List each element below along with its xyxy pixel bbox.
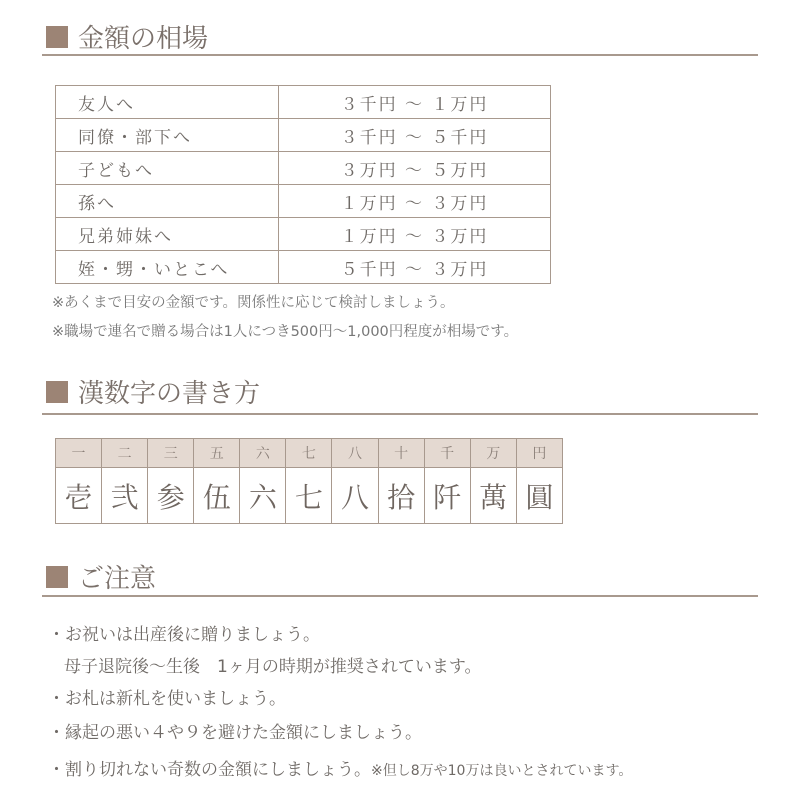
table-row [56,86,551,119]
formal-kanji: 弐 [102,468,148,524]
square-bullet-icon [46,381,68,403]
heading-text: 漢数字の書き方 [78,379,261,409]
normal-kanji: 六 [240,439,286,468]
table-row [56,218,551,251]
table-row [56,152,551,185]
section-heading-amount [46,18,208,55]
recipient: 孫へ [56,185,279,218]
formal-kanji: 壱 [56,468,102,524]
divider [42,413,758,415]
formal-kanji: 圓 [516,468,562,524]
amount-range: １万円 ～ ３万円 [279,185,551,218]
caution-extra: ※但し8万や10万は良いとされています。 [371,763,633,779]
caution-text: ・割り切れない奇数の金額にしましょう。 [48,760,371,780]
table-row [56,185,551,218]
caution-item: ・縁起の悪い４や９を避けた金額にしましょう。 [48,723,422,743]
amount-range: ５千円 ～ ３万円 [279,251,551,284]
normal-kanji: 万 [470,439,516,468]
table-row [56,251,551,284]
formal-kanji: 七 [286,468,332,524]
recipient: 友人へ [56,86,279,119]
note: ※あくまで目安の金額です。関係性に応じて検討しましょう。 [52,295,455,311]
kanji-table [55,438,563,524]
normal-kanji: 五 [194,439,240,468]
recipient: 同僚・部下へ [56,119,279,152]
amount-range: ３千円 ～ ５千円 [279,119,551,152]
normal-kanji: 十 [378,439,424,468]
caution-item: ・お札は新札を使いましょう。 [48,689,286,709]
square-bullet-icon [46,566,68,588]
normal-kanji: 三 [148,439,194,468]
caution-item: 母子退院後～生後 1ヶ月の時期が推奨されています。 [64,657,482,677]
normal-kanji: 千 [424,439,470,468]
square-bullet-icon [46,26,68,48]
recipient: 兄弟姉妹へ [56,218,279,251]
divider [42,595,758,597]
formal-kanji: 拾 [378,468,424,524]
amount-range: １万円 ～ ３万円 [279,218,551,251]
formal-kanji: 阡 [424,468,470,524]
formal-kanji: 萬 [470,468,516,524]
section-heading-caution [46,558,156,595]
formal-kanji: 八 [332,468,378,524]
table-row [56,119,551,152]
amount-table [55,85,551,284]
amount-range: ３千円 ～ １万円 [279,86,551,119]
normal-kanji: 円 [516,439,562,468]
normal-kanji: 一 [56,439,102,468]
section-heading-kanji [46,373,260,410]
recipient: 子どもへ [56,152,279,185]
divider [42,54,758,56]
normal-kanji: 二 [102,439,148,468]
note: ※職場で連名で贈る場合は1人につき500円～1,000円程度が相場です。 [52,324,519,340]
formal-kanji: 六 [240,468,286,524]
caution-item: ・お祝いは出産後に贈りましょう。 [48,625,320,645]
formal-kanji: 伍 [194,468,240,524]
formal-kanji: 参 [148,468,194,524]
recipient: 姪・甥・いとこへ [56,251,279,284]
normal-kanji: 七 [286,439,332,468]
caution-item [48,755,632,780]
normal-kanji: 八 [332,439,378,468]
heading-text: ご注意 [78,564,157,594]
amount-range: ３万円 ～ ５万円 [279,152,551,185]
heading-text: 金額の相場 [78,24,209,54]
